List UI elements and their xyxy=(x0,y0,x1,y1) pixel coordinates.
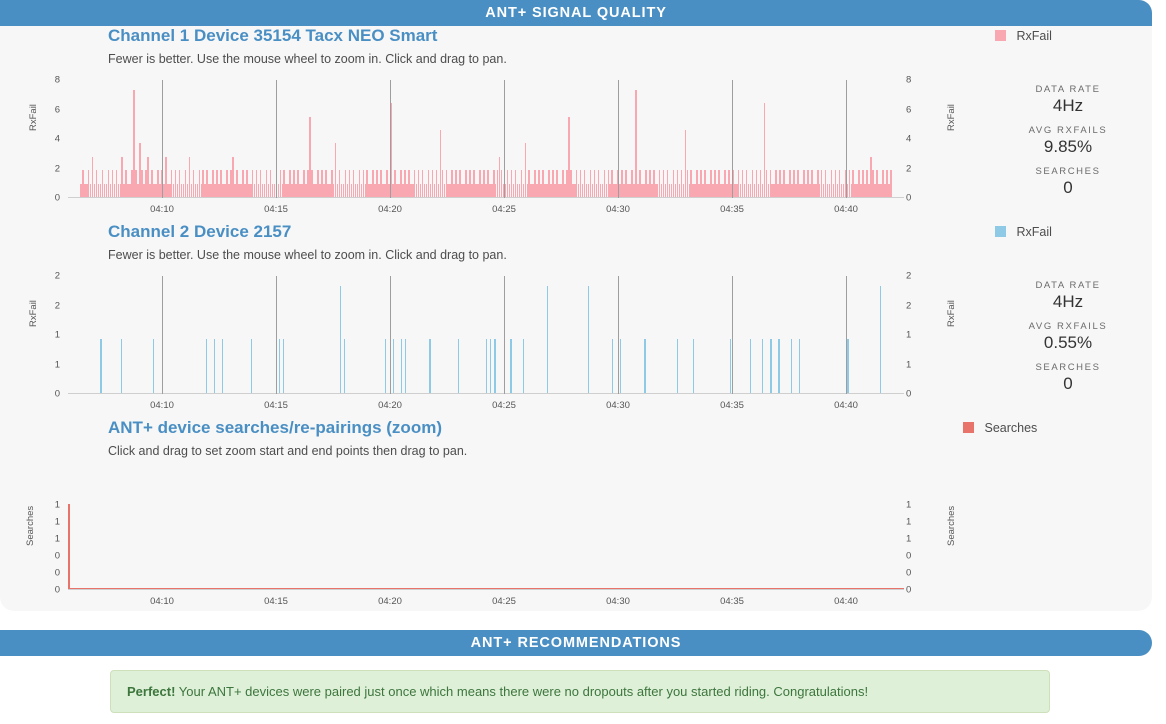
gridline xyxy=(846,276,847,394)
ytick: 1 xyxy=(906,533,912,545)
xtick: 04:20 xyxy=(378,596,402,607)
ytick: 1 xyxy=(906,516,912,528)
recommendation-text: Your ANT+ devices were paired just once which means there were no dropouts after you started riding. Congratulations! xyxy=(175,684,869,699)
bar xyxy=(730,339,731,393)
stat-label: DATA RATE xyxy=(1035,280,1101,291)
xtick: 04:10 xyxy=(150,204,174,215)
bar xyxy=(153,339,154,393)
bar xyxy=(393,339,394,393)
bar xyxy=(791,339,792,393)
xtick: 04:40 xyxy=(834,204,858,215)
chart-channel1-yaxis-right xyxy=(906,74,928,204)
bar xyxy=(486,339,487,393)
bar xyxy=(750,339,751,393)
legend-label: RxFail xyxy=(1016,225,1052,239)
xtick: 04:15 xyxy=(264,204,288,215)
bar xyxy=(490,339,491,393)
xtick: 04:35 xyxy=(720,204,744,215)
gridline xyxy=(162,80,163,198)
ytick: 1 xyxy=(54,329,60,341)
ytick: 2 xyxy=(906,270,912,282)
chart-channel1-yaxis-left xyxy=(38,74,60,204)
bar xyxy=(547,286,548,393)
bar xyxy=(429,339,430,393)
ytick: 0 xyxy=(906,584,912,596)
ytick: 0 xyxy=(54,584,60,596)
bar xyxy=(279,339,280,393)
ytick: 0 xyxy=(54,192,60,204)
ytick: 1 xyxy=(54,499,60,511)
bar xyxy=(612,339,613,393)
ytick: 6 xyxy=(54,104,60,115)
bar xyxy=(121,339,122,393)
ytick: 6 xyxy=(906,104,912,115)
xtick: 04:25 xyxy=(492,400,516,411)
chart-channel2-bars xyxy=(68,276,904,393)
bar xyxy=(799,339,800,393)
stat-label: AVG RXFAILS xyxy=(1028,321,1108,332)
bar xyxy=(344,339,345,393)
bar xyxy=(458,339,459,393)
stats-channel1 xyxy=(993,84,1143,207)
gridline xyxy=(504,80,505,198)
ytick: 2 xyxy=(54,163,60,174)
chart-channel1-bars xyxy=(68,80,904,197)
bar xyxy=(588,286,589,393)
legend-channel1 xyxy=(995,29,1052,43)
chart-searches-yaxis-left xyxy=(38,499,60,596)
chart-channel1-ylabel-right: RxFail xyxy=(946,104,957,131)
stat-value: 0 xyxy=(1063,374,1073,393)
bar xyxy=(762,339,763,393)
ytick: 0 xyxy=(906,550,912,562)
chart-searches-ylabel-right: Searches xyxy=(946,505,957,546)
chart-channel2-yaxis-left xyxy=(38,270,60,400)
xtick: 04:20 xyxy=(378,204,402,215)
bar xyxy=(251,339,252,393)
bar xyxy=(693,339,694,393)
bar xyxy=(214,339,215,393)
xtick: 04:30 xyxy=(606,596,630,607)
chart-channel1 xyxy=(0,26,960,222)
bar xyxy=(494,339,495,393)
xtick: 04:35 xyxy=(720,596,744,607)
gridline xyxy=(732,276,733,394)
chart-searches-subtitle: Click and drag to set zoom start and end points then drag to pan. xyxy=(108,444,468,458)
gridline xyxy=(276,80,277,198)
ytick: 1 xyxy=(54,359,60,370)
stat-value: 9.85% xyxy=(1043,137,1093,156)
gridline xyxy=(390,276,391,394)
stat-label: SEARCHES xyxy=(1035,362,1101,373)
xtick: 04:15 xyxy=(264,400,288,411)
legend-label: Searches xyxy=(984,421,1038,435)
searches-line xyxy=(68,588,904,590)
bar xyxy=(510,339,511,393)
xtick: 04:30 xyxy=(606,204,630,215)
legend-channel2 xyxy=(995,225,1052,239)
stat-label: AVG RXFAILS xyxy=(1028,125,1108,136)
bar xyxy=(401,339,402,393)
bar xyxy=(677,339,678,393)
chart-channel2-title: Channel 2 Device 2157 xyxy=(108,222,292,241)
bar xyxy=(405,339,406,393)
bar xyxy=(880,286,881,393)
gridline xyxy=(846,80,847,198)
ytick: 1 xyxy=(906,359,912,370)
bar xyxy=(100,339,101,393)
ytick: 8 xyxy=(54,74,60,86)
gridline xyxy=(390,80,391,198)
xtick: 04:15 xyxy=(264,596,288,607)
signal-quality-panel xyxy=(0,26,1152,611)
stat-label: DATA RATE xyxy=(1035,84,1101,95)
ytick: 2 xyxy=(54,300,60,311)
xtick: 04:25 xyxy=(492,204,516,215)
recommendation-alert xyxy=(110,670,1050,713)
chart-channel1-plot[interactable] xyxy=(68,80,904,198)
bar xyxy=(778,339,779,393)
ytick: 1 xyxy=(906,499,912,511)
chart-channel2-yaxis-right xyxy=(906,270,928,400)
xtick: 04:20 xyxy=(378,400,402,411)
chart-channel1-subtitle: Fewer is better. Use the mouse wheel to zoom in. Click and drag to pan. xyxy=(108,52,507,66)
ytick: 0 xyxy=(54,567,60,579)
chart-searches-title: ANT+ device searches/re-pairings (zoom) xyxy=(108,418,442,437)
ytick: 1 xyxy=(54,533,60,545)
gridline xyxy=(162,276,163,394)
ytick: 1 xyxy=(906,329,912,341)
bar xyxy=(206,339,207,393)
ytick: 2 xyxy=(54,270,60,282)
stat-value: 4Hz xyxy=(1052,96,1084,115)
ytick: 0 xyxy=(54,550,60,562)
legend-searches xyxy=(963,421,1037,435)
legend-label: RxFail xyxy=(1016,29,1052,43)
xtick: 04:40 xyxy=(834,596,858,607)
legend-swatch-icon xyxy=(995,30,1006,41)
recommendation-bold: Perfect! xyxy=(127,684,176,699)
chart-channel2 xyxy=(0,222,960,418)
ytick: 2 xyxy=(906,163,912,174)
signal-quality-banner xyxy=(0,0,1152,26)
ytick: 8 xyxy=(906,74,912,86)
stat-value: 4Hz xyxy=(1052,292,1084,311)
chart-searches-plot[interactable] xyxy=(68,505,904,590)
chart-searches-ylabel-left: Searches xyxy=(25,505,36,546)
stat-value: 0 xyxy=(1063,178,1073,197)
stat-value: 0.55% xyxy=(1043,333,1093,352)
chart-channel2-subtitle: Fewer is better. Use the mouse wheel to zoom in. Click and drag to pan. xyxy=(108,248,507,262)
gridline xyxy=(732,80,733,198)
bar xyxy=(523,339,524,393)
ytick: 4 xyxy=(54,133,60,145)
gridline xyxy=(276,276,277,394)
searches-initial-spike xyxy=(68,504,70,589)
chart-channel2-plot[interactable] xyxy=(68,276,904,394)
chart-channel1-title: Channel 1 Device 35154 Tacx NEO Smart xyxy=(108,26,438,45)
xtick: 04:25 xyxy=(492,596,516,607)
ytick: 0 xyxy=(906,192,912,204)
chart-channel2-ylabel-right: RxFail xyxy=(946,300,957,327)
bar xyxy=(222,339,223,393)
bar xyxy=(635,90,637,197)
bar xyxy=(847,339,848,393)
signal-quality-title: ANT+ SIGNAL QUALITY xyxy=(485,5,667,21)
bar xyxy=(385,339,386,393)
gridline xyxy=(618,80,619,198)
chart-searches-yaxis-right xyxy=(906,499,928,596)
recommendations-title: ANT+ RECOMMENDATIONS xyxy=(470,635,682,651)
ytick: 1 xyxy=(54,516,60,528)
chart-channel1-ylabel-left: RxFail xyxy=(28,104,39,131)
stats-channel2 xyxy=(993,280,1143,403)
bar xyxy=(283,339,284,393)
legend-swatch-icon xyxy=(995,226,1006,237)
xtick: 04:35 xyxy=(720,400,744,411)
bar xyxy=(890,170,892,197)
xtick: 04:10 xyxy=(150,596,174,607)
ytick: 0 xyxy=(54,388,60,400)
ytick: 0 xyxy=(906,388,912,400)
stat-label: SEARCHES xyxy=(1035,166,1101,177)
bar xyxy=(770,339,771,393)
legend-swatch-icon xyxy=(963,422,974,433)
chart-searches xyxy=(0,418,960,611)
gridline xyxy=(504,276,505,394)
bar xyxy=(620,339,621,393)
ytick: 2 xyxy=(906,300,912,311)
bar xyxy=(340,286,341,393)
gridline xyxy=(618,276,619,394)
ytick: 0 xyxy=(906,567,912,579)
xtick: 04:10 xyxy=(150,400,174,411)
recommendations-banner xyxy=(0,630,1152,656)
bar xyxy=(644,339,645,393)
chart-channel2-ylabel-left: RxFail xyxy=(28,300,39,327)
xtick: 04:30 xyxy=(606,400,630,411)
xtick: 04:40 xyxy=(834,400,858,411)
ytick: 4 xyxy=(906,133,912,145)
